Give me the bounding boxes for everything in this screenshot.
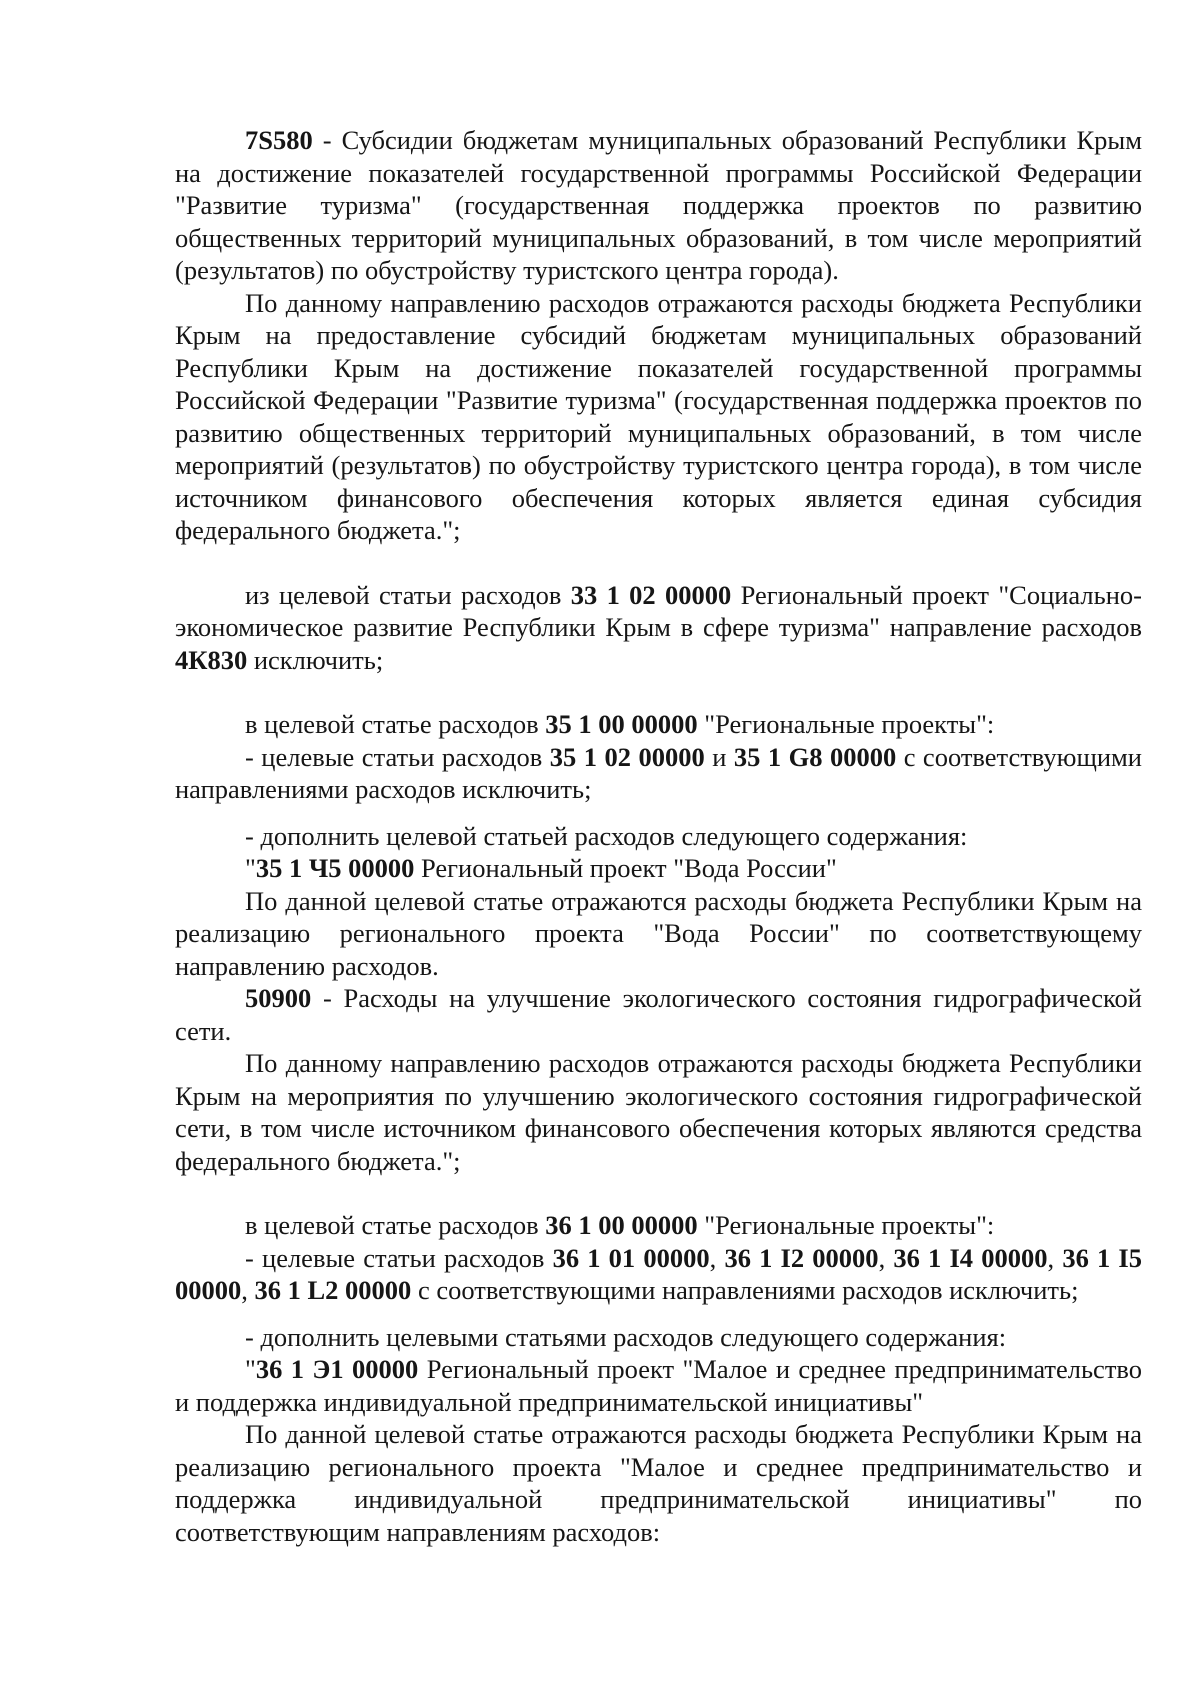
bold-code: 36 1 01 00000 <box>552 1242 710 1273</box>
text-run: и <box>704 741 734 772</box>
text-run: с соответствующими направлениями расходов исключить; <box>175 741 1142 804</box>
text-run: - целевые статьи расходов <box>245 1242 553 1273</box>
document-body <box>175 124 1142 1548</box>
text-run: - Субсидии бюджетам муниципальных образований Республики Крым на достижение показателей государственной программы Российской Федерации "Развитие туризма" (государственная поддержка проектов по развитию общественных территорий муниципальных образований, в том числе мероприятий (результатов) по обустройству туристского центра города). <box>175 125 1142 285</box>
paragraph <box>175 1242 1142 1307</box>
paragraph <box>175 820 1142 853</box>
bold-code: 36 1 L2 00000 <box>254 1275 412 1305</box>
bold-code: 35 1 02 00000 <box>549 741 705 772</box>
text-run: - целевые статьи расходов <box>245 741 550 772</box>
text-run: "Региональные проекты": <box>697 1210 995 1240</box>
text-run: - Расходы на улучшение экологического состояния гидрографической сети. <box>175 983 1142 1046</box>
paragraph <box>175 287 1142 547</box>
text-run: , <box>241 1275 255 1305</box>
paragraph <box>175 885 1142 983</box>
paragraph <box>175 579 1142 677</box>
text-run: в целевой статье расходов <box>245 1210 546 1240</box>
text-run: По данной целевой статье отражаются расходы бюджета Республики Крым на реализацию регионального проекта "Малое и среднее предпринимательство и поддержка индивидуальной предпринимательской инициативы" по соответствующим направлениям расходов: <box>175 1419 1142 1547</box>
text-run: " <box>245 853 256 883</box>
bold-code: 35 1 Ч5 00000 <box>255 853 415 883</box>
text-run: "Региональные проекты": <box>697 709 995 739</box>
paragraph <box>175 741 1142 806</box>
text-run: " <box>245 1354 256 1384</box>
bold-code: 4К830 <box>175 644 248 675</box>
bold-code: 50900 <box>245 983 312 1013</box>
bold-code: 33 1 02 00000 <box>570 579 732 610</box>
paragraph <box>175 1047 1142 1177</box>
paragraph <box>175 708 1142 741</box>
paragraph <box>175 1209 1142 1242</box>
text-run: , <box>878 1242 894 1273</box>
paragraph <box>175 982 1142 1047</box>
text-run: исключить; <box>247 644 384 675</box>
text-run: По данной целевой статье отражаются расходы бюджета Республики Крым на реализацию регионального проекта "Вода России" по соответствующему направлению расходов. <box>175 885 1142 981</box>
bold-code: 36 1 00 00000 <box>545 1210 698 1240</box>
text-run: - дополнить целевой статьей расходов следующего содержания: <box>245 820 968 851</box>
bold-code: 36 1 I5 00000 <box>175 1242 1142 1305</box>
text-run: , <box>1047 1242 1063 1273</box>
text-run: По данному направлению расходов отражаются расходы бюджета Республики Крым на предоставление субсидий бюджетам муниципальных образований Республики Крым на достижение показателей государственной программы Российской Федерации "Развитие туризма" (государственная поддержка проектов по развитию общественных территорий муниципальных образований, в том числе мероприятий (результатов) по обустройству туристского центра города), в том числе источником финансового обеспечения которых является единая субсидия федерального бюджета."; <box>175 287 1142 545</box>
text-run: - дополнить целевыми статьями расходов следующего содержания: <box>245 1321 1007 1352</box>
text-run: из целевой статьи расходов <box>245 579 571 610</box>
bold-code: 36 1 Э1 00000 <box>255 1354 419 1384</box>
text-run: в целевой статье расходов <box>245 709 546 739</box>
text-run: с соответствующими направлениями расходов исключить; <box>411 1275 1079 1305</box>
paragraph <box>175 124 1142 287</box>
paragraph <box>175 1353 1142 1418</box>
bold-code: 36 1 I4 00000 <box>893 1242 1048 1273</box>
paragraph <box>175 1321 1142 1354</box>
bold-code: 7S580 <box>245 125 313 155</box>
bold-code: 35 1 G8 00000 <box>733 741 897 772</box>
bold-code: 36 1 I2 00000 <box>724 1242 879 1273</box>
text-run: Региональный проект "Социально-экономическое развитие Республики Крым в сфере туризма" направление расходов <box>175 579 1142 642</box>
text-run: Региональный проект "Малое и среднее предпринимательство и поддержка индивидуальной предпринимательской инициативы" <box>175 1354 1142 1417</box>
paragraph <box>175 852 1142 885</box>
paragraph <box>175 1418 1142 1548</box>
text-run: По данному направлению расходов отражаются расходы бюджета Республики Крым на мероприятия по улучшению экологического состояния гидрографической сети, в том числе источником финансового обеспечения которых являются средства федерального бюджета."; <box>175 1048 1142 1176</box>
bold-code: 35 1 00 00000 <box>545 709 698 739</box>
text-run: , <box>709 1242 725 1273</box>
text-run: Региональный проект "Вода России" <box>414 853 837 883</box>
